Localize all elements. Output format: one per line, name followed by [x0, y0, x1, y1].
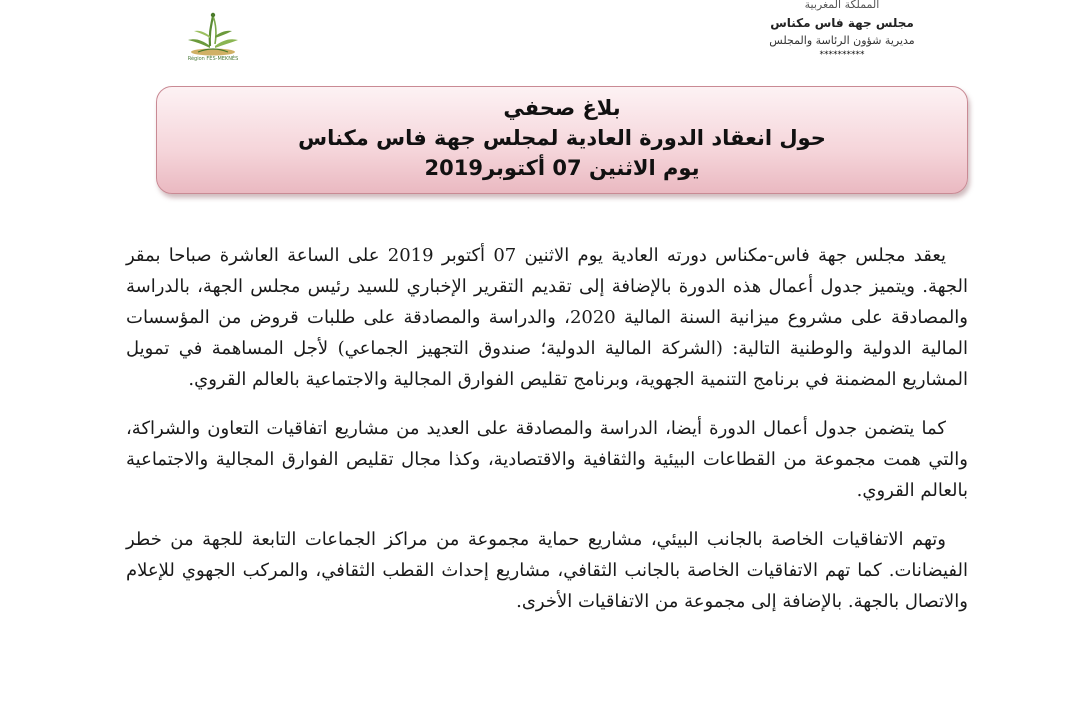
session-date-heading: يوم الاثنين 07 أكتوبر2019 [424, 156, 700, 180]
body-paragraph-3: وتهم الاتفاقيات الخاصة بالجانب البيئي، مشاريع حماية مجموعة من مراكز الجماعات التابعة للجهة من خطر الفيضانات. كما تهم الاتفاقيات الخاصة بالجانب الثقافي، مشاريع إحداث القطب الثقافي، والمركب الجهوي للإعلام والاتصال بالجهة. بالإضافة إلى مجموعة من الاتفاقيات الأخرى. [126, 529, 968, 612]
body-paragraph-2: كما يتضمن جدول أعمال الدورة أيضا، الدراسة والمصادقة على العديد من مشاريع اتفاقيات التعاون والشراكة، والتي همت مجموعة من القطاعات البيئية والثقافية والاقتصادية، وكذا مجال تقليص الفوارق المجالية والاجتماعية بالعالم القروي. [126, 418, 968, 501]
separator-stars: ********** [819, 50, 865, 60]
kingdom-label: المملكة المغربية [804, 0, 880, 11]
logo-caption: Région FÈS-MEKNÈS [187, 56, 239, 62]
letterhead [742, 0, 942, 60]
directorate-label: مديرية شؤون الرئاسة والمجلس [769, 34, 915, 47]
session-subject-heading: حول انعقاد الدورة العادية لمجلس جهة فاس مكناس [298, 126, 826, 150]
body-paragraph-1: يعقد مجلس جهة فاس-مكناس دورته العادية يوم الاثنين 07 أكتوبر 2019 على الساعة العاشرة صباحا بمقر الجهة. ويتميز جدول أعمال هذه الدورة بالإضافة إلى تقديم التقرير الإخباري للسيد رئيس مجلس الجهة، بالدراسة والمصادقة على مشروع ميزانية السنة المالية 2020، والدراسة والمصادقة على طلبات قروض من المؤسسات المالية الدولية والوطنية التالية: (الشركة المالية الدولية؛ صندوق التجهيز الجماعي) لأجل المساهمة في تمويل المشاريع المضمنة في برنامج التنمية الجهوية، وبرنامج تقليص الفوارق المجالية والاجتماعية بالعالم القروي. [126, 245, 968, 390]
press-release-body [126, 240, 968, 617]
title-box [156, 86, 968, 194]
press-release-heading: بلاغ صحفي [503, 96, 621, 120]
council-label: مجلس جهة فاس مكناس [770, 16, 914, 30]
